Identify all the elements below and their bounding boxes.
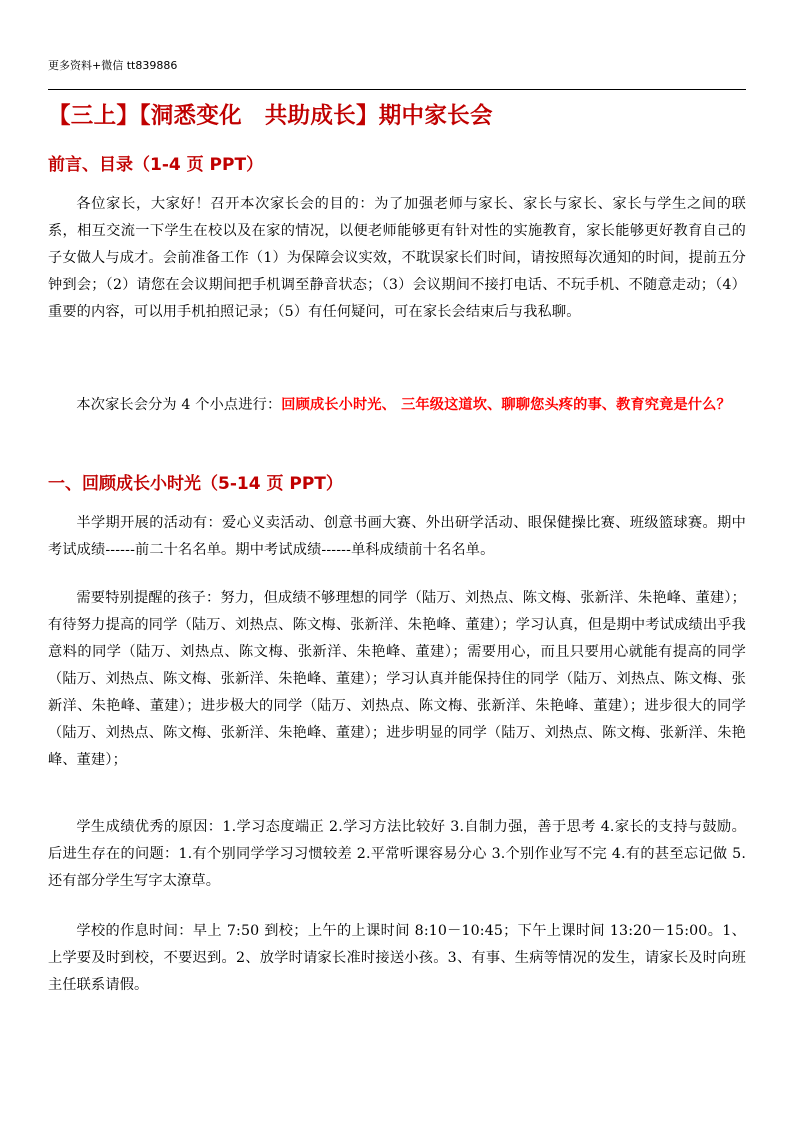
paragraph-reasons: 学生成绩优秀的原因：1.学习态度端正 2.学习方法比较好 3.自制力强，善于思考 4.家长的支持与鼓励。后进生存在的问题：1.有个别同学学习习惯较差 2.平常听课容易分心 3.个别作业写不完 4.有的甚至忘记做 5.还有部分学生写字太潦草。 [48,819,746,889]
agenda-intro: 本次家长会分为 4 个小点进行： [76,397,282,413]
section-heading-preface: 前言、目录（1-4 页 PPT） [48,155,264,175]
document-title: 【三上】【洞悉变化 共助成长】期中家长会 [48,103,493,129]
paragraph-opening: 各位家长，大家好！召开本次家长会的目的：为了加强老师与家长、家长与家长、家长与学生之间的联系，相互交流一下学生在校以及在家的情况，以便老师能够更有针对性的实施教育，家长能够更好教育自己的子女做人与成才。会前准备工作（1）为保障会议实效，不耽误家长们时间，请按照每次通知的时间，提前五分钟到会；（2）请您在会议期间把手机调至静音状态；（3）会议期间不接打电话、不玩手机、不随意走动；（4）重要的内容，可以用手机拍照记录；（5）有任何疑问，可在家长会结束后与我私聊。 [48,196,746,320]
header-note: 更多资料+微信 tt839886 [48,59,178,72]
agenda-highlight: 回顾成长小时光、 三年级这道坎、聊聊您头疼的事、教育究竟是什么？ [281,397,731,413]
paragraph-students-reminder: 需要特别提醒的孩子：努力，但成绩不够理想的同学（陆万、刘热点、陈文梅、张新洋、朱艳峰、董建）；有待努力提高的同学（陆万、刘热点、陈文梅、张新洋、朱艳峰、董建）；学习认真，但是期中考试成绩出乎我意料的同学（陆万、刘热点、陈文梅、张新洋、朱艳峰、董建）；需要用心，而且只要用心就能有提高的同学（陆万、刘热点、陈文梅、张新洋、朱艳峰、董建）；学习认真并能保持住的同学（陆万、刘热点、陈文梅、张新洋、朱艳峰、董建）；进步极大的同学（陆万、刘热点、陈文梅、张新洋、朱艳峰、董建）；进步很大的同学（陆万、刘热点、陈文梅、张新洋、朱艳峰、董建）；进步明显的同学（陆万、刘热点、陈文梅、张新洋、朱艳峰、董建）； [48,590,746,768]
header-divider [48,89,746,90]
paragraph-agenda [48,392,746,419]
paragraph-schedule: 学校的作息时间：早上 7:50 到校；上午的上课时间 8:10－10:45；下午上课时间 13:20－15:00。1、上学要及时到校，不要迟到。2、放学时请家长准时接送小孩。3、有事、生病等情况的发生，请家长及时向班主任联系请假。 [48,923,746,993]
section-heading-review: 一、回顾成长小时光（5-14 页 PPT） [48,474,343,494]
paragraph-activities: 半学期开展的活动有：爱心义卖活动、创意书画大赛、外出研学活动、眼保健操比赛、班级篮球赛。期中考试成绩------前二十名名单。期中考试成绩------单科成绩前十名名单。 [48,515,746,558]
